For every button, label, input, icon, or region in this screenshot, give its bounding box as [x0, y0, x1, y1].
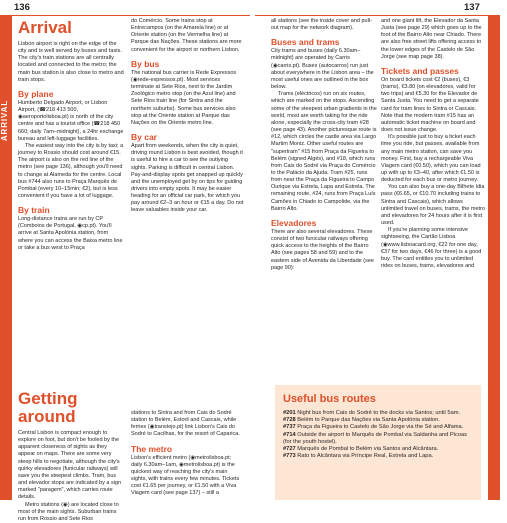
bus-route-number: #728: [283, 417, 296, 424]
column-1: [18, 18, 124, 252]
bus-route-description: Praça da Figueira to Castelo de São Jorge via the Sé and Alfama.: [295, 424, 464, 431]
bus-text: The national bus carrier is Rede Expressos (◉rede-expressos.pt). Most services terminate at Sete Rios, next to the Jardim Zoológico metro stop (on the Azul line) and Sete Rios train line (for Sintra and the northern suburbs). Some bus services also stop at the Oriente station at Parque das Nações on the Oriente metro line.: [131, 69, 237, 126]
elevadores-text-cont: and one giant lift, the Elevador da Santa Justa (see page 29) which goes up to the foot of the Bairro Alto near Chiado. There are also free street lifts offering access to the lower edges of the Castelo de São Jorge (see map page 38).: [381, 18, 482, 60]
subheading-tickets-passes: Tickets and passes: [381, 65, 459, 76]
subheading-the-metro: The metro: [131, 443, 173, 454]
bus-route-description: Night bus from Cais do Sodré to the docks via Santos; until 5am.: [295, 410, 461, 416]
car-text: Apart from weekends, when the city is quiet, driving round Lisbon is best avoided, though it is useful to hire a car to see the outlying sights. Parking is difficult in central Lisbon. Pay-and-display spots get snapped up quickly and the unemployed get by on tips for guiding drivers into empty spots. It may be easier heading for an official car park, for which you pay around €2–3 an hour or €15 a day. Do not leave valuables inside your car.: [131, 143, 244, 214]
header-rule-left: [0, 15, 250, 16]
section-tab-left-label: ARRIVAL: [0, 99, 10, 142]
bus-route-item: [283, 446, 474, 453]
bus-route-item: [283, 410, 474, 417]
header-rule-right: [255, 15, 500, 16]
bus-route-item: [283, 432, 474, 446]
subheading-by-car: By car: [131, 132, 157, 143]
subheading-elevadores: Elevadores: [271, 217, 317, 228]
page-number-left: 136: [14, 2, 30, 13]
bus-route-item: [283, 417, 474, 424]
bus-routes-title: Useful bus routes: [283, 393, 376, 405]
taxi-text: The easiest way into the city is by taxi; a journey to Rossio should cost around €15. The airport is also on the red line of the metro (see page 136), although you'll need to change at Alameda for the centre. Local bus #744 also runs to Praça Marquês de Pombal (every 10–15min; €2), but is less convenient if you have a lot of luggage.: [18, 142, 124, 199]
metro-trains-text: Metro stations (◉) are located close to most of the main sights. Suburban trains run from Rossio and Sete Rios: [18, 501, 119, 522]
heading-arrival: Arrival: [18, 18, 72, 37]
tickets-text: On board tickets cost €2 (buses), €3 (trams), €3.80 (on elevadores, valid for two trips) and €5.30 for the Elevador de Santa Justa. You need to get a separate card for tram lines to Sintra or Cascais. Note that the modern tram #15 has an automatic ticket machine on board and does not issue change.: [381, 76, 479, 134]
bus-route-description: Belém to Parque das Nações via Santa Apolónia station.: [295, 417, 440, 424]
heading-getting-around: Getting around: [18, 389, 78, 426]
page-number-right: 137: [464, 2, 480, 13]
column-2-lower: [131, 410, 244, 498]
column-2: [131, 18, 244, 215]
bus-route-number: #773: [283, 453, 296, 460]
elevadores-text: There are also several elevadores. These consist of two funicular railways offering quick access to the heights of the Bairro Alto (see pages 58 and 59) and to the eastern side of Avenida da Liberdade (see page 90):: [271, 228, 374, 271]
bus-route-number: #737: [283, 424, 296, 431]
bus-routes-list: [283, 410, 474, 460]
bus-route-number: #727: [283, 446, 296, 453]
arrival-intro: Lisbon airport is right on the edge of the city and is well served by buses and taxis. The city's train stations are all centrally located and connected to the metro; the main bus station is also close to metro and train stops.: [18, 41, 124, 83]
day-pass-text: You can also buy a one-day Bilhete Idia pass (€6.65, or €10.70 including trains to Sintra and Cascais), which allows unlimited travel on buses, trams, the metro and elevadores for 24 hours after it is first used.: [381, 184, 485, 227]
section-tab-right: [488, 16, 507, 500]
subheading-by-plane: By plane: [18, 88, 54, 99]
ferries-text: stations to Sintra and from Cais do Sodré station to Belém, Estoril and Cascais, while ferries (◉transtejo.pt) link Lisbon's Cais do Sodré to Cacilhas, for the resort of Caparica.: [131, 410, 240, 438]
subheading-by-bus: By bus: [131, 58, 160, 69]
subheading-buses-trams: Buses and trams: [271, 37, 340, 48]
column-4: [381, 18, 485, 270]
getting-around-intro: Central Lisbon is compact enough to explore on foot, but don't be fooled by the apparent closeness of sights as they appear on maps. There are some very steep hills to negotiate, although the city's quirky elevadores (funicular railways) will save you the steepest climbs. Tram, bus and elevador stops are indicated by a sign marked "paragem", which carries route details.: [18, 430, 122, 501]
bus-route-item: [283, 424, 474, 431]
metro-text-cont: all stations (see the inside cover and pull-out map for the network diagram).: [271, 18, 372, 32]
bus-route-number: #714: [283, 431, 296, 438]
useful-bus-routes-box: [275, 385, 481, 500]
column-3: [271, 18, 377, 272]
column-1-lower: [18, 388, 124, 523]
cartao-lisboa-text: If you're planning some intensive sightseeing, the Cartão Lisboa (◉www.lisboacard.org; €22 for one day, €37 for two days, €46 for three) is a good buy. The card entitles you to unlimited rides on buses, trams, elevadores and: [381, 227, 482, 269]
travel-card-text: It's possible just to buy a ticket each time you ride, but passes, available from any main metro station, can save you money. First, buy a rechargeable Viva Viagem card (€0.50), which you can load up with up to €3–40, after which €1.50 is deducted for each bus or metro journey.: [381, 134, 481, 184]
section-tab-right-label: GETTING AROUND: [498, 69, 507, 156]
section-tab-left: [0, 16, 12, 500]
bus-route-description: Rato to Alcântara via Príncipe Real, Estrela and Lapa.: [295, 453, 434, 460]
bus-route-number: #201: [283, 410, 296, 416]
trams-text: Trams (eléctricos) run on six routes, which are marked on the stops. Ascending some of the steepest urban gradients in the world, most are worth taking for the ride alone, especially the cross-city tram #28 (see page 43). Another picturesque route is #12, which circles the castle area via Largo Martim Moniz. Other useful routes are "supertram" #15 from Praça da Figueira to Belém (signed Algés), and #18, which runs from Cais do Sodré via Praça do Comércio to the Palácio da Ajuda. Tram #25, runs from near the Praça da Figueira to Campo Ourique via Estrela, Lapa and Estrela. The remaining route, #24, runs from Praça Luís Camões in Chiado to Campolide, via the Bairro Alto.: [271, 91, 377, 212]
subheading-by-train: By train: [18, 205, 50, 216]
metro-text: Lisbon's efficient metro (◉metrolisboa.pt; daily 6.30am–1am, ◉metrolisboa.pt) is the quickest way of reaching the city's main sights, with trains every few minutes. Tickets cost €1.65 per journey, or €1.50 with a Viva Viagem card (see page 137) – still a: [131, 454, 240, 497]
bus-route-item: [283, 453, 474, 460]
bus-route-description: Marquês de Pombal to Belém via Santos and Alcântara.: [295, 446, 439, 453]
buses-text: City trams and buses (daily 6.30am–midnight) are operated by Carris (◉carris.pt). Buses (autocarros) run just about everywhere in the Lisbon area – the most useful ones are outlined in the box below.: [271, 48, 374, 91]
bus-route-description: Outside the airport to Marquês de Pombal via Saldanha and Picoas (for the youth hostel).: [283, 431, 468, 445]
train-text-cont: do Comércio. Some trains stop at Entrecampos (on the Amarela line) or at Oriente station (on the Vermelha line) at Parque das Nações. These stations are more convenient for the airport or northern Lisbon.: [131, 18, 242, 53]
plane-text: Humberto Delgado Airport, or Lisbon Airport, (☎218 413 500, ◉aeroportolisboa.pt) is north of the city centre and has a tourist office (☎218 450 660; daily 7am–midnight), a 24hr exchange bureau and left-luggage facilities.: [18, 99, 124, 142]
train-text: Long-distance trains are run by CP (Comboios de Portugal, ◉cp.pt). You'll arrive at Santa Apolónia station, from where you can access the Baixa metro line or take a bus west to Praça: [18, 216, 123, 251]
